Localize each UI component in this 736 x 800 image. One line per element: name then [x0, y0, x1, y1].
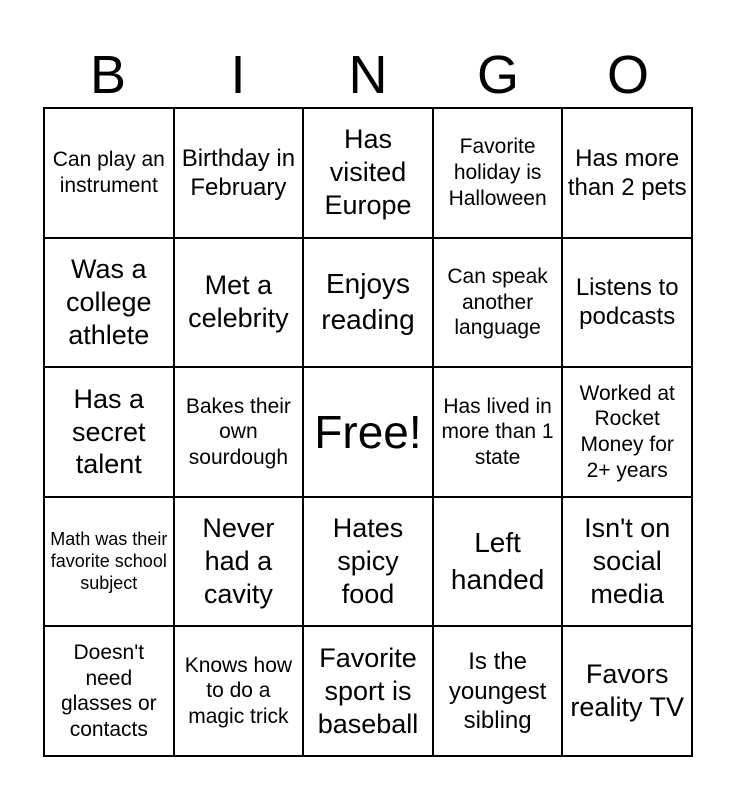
cell-text: Has visited Europe	[324, 124, 412, 221]
bingo-cell[interactable]	[174, 367, 304, 497]
bingo-header	[43, 42, 693, 108]
bingo-cell[interactable]	[433, 367, 563, 497]
bingo-cell[interactable]	[174, 108, 304, 238]
header-letter-g: G	[476, 45, 519, 105]
bingo-board	[43, 107, 693, 757]
bingo-cell[interactable]	[303, 238, 433, 368]
bingo-cell[interactable]	[174, 626, 304, 756]
cell-text: Never had a cavity	[202, 513, 275, 610]
cell-text: Left handed	[450, 527, 545, 595]
bingo-cell[interactable]	[562, 626, 692, 756]
cell-text: Math was their favorite school subject	[50, 528, 168, 593]
cell-text: Doesn't need glasses or contacts	[60, 640, 157, 741]
bingo-cell[interactable]	[44, 238, 174, 368]
cell-text: Hates spicy food	[332, 513, 404, 610]
header-letter-n: N	[348, 45, 388, 105]
bingo-cell[interactable]	[303, 497, 433, 627]
cell-text: Bakes their own sourdough	[185, 394, 291, 469]
bingo-cell[interactable]	[44, 626, 174, 756]
cell-text: Is the youngest sibling	[448, 648, 547, 734]
bingo-cell[interactable]	[562, 238, 692, 368]
bingo-cell[interactable]	[433, 497, 563, 627]
cell-text: Can play an instrument	[52, 148, 165, 197]
bingo-cell[interactable]	[44, 108, 174, 238]
cell-text: Favorite holiday is Halloween	[448, 135, 547, 210]
cell-text: Favors reality TV	[570, 659, 684, 723]
cell-text: Has more than 2 pets	[567, 144, 687, 201]
bingo-cell[interactable]	[433, 238, 563, 368]
bingo-cell[interactable]	[44, 497, 174, 627]
cell-text: Enjoys reading	[321, 268, 415, 336]
bingo-cell[interactable]	[562, 367, 692, 497]
cell-text: Has lived in more than 1 state	[441, 394, 554, 469]
cell-text: Birthday in February	[181, 144, 296, 201]
bingo-cell[interactable]	[303, 108, 433, 238]
cell-text: Favorite sport is baseball	[317, 642, 419, 739]
cell-text: Has a secret talent	[72, 383, 146, 480]
cell-text: Isn't on social media	[584, 513, 671, 610]
bingo-cell[interactable]	[303, 626, 433, 756]
cell-text: Listens to podcasts	[575, 274, 679, 331]
cell-text: Met a celebrity	[188, 270, 289, 334]
bingo-cell[interactable]	[433, 626, 563, 756]
bingo-cell[interactable]	[562, 497, 692, 627]
header-letter-b: B	[89, 45, 127, 105]
header-letter-i: I	[230, 45, 246, 105]
cell-text: Worked at Rocket Money for 2+ years	[579, 381, 675, 482]
free-space-text: Free!	[314, 405, 422, 458]
free-space-cell[interactable]	[303, 367, 433, 497]
bingo-cell[interactable]	[174, 497, 304, 627]
bingo-cell[interactable]	[44, 367, 174, 497]
bingo-cell[interactable]	[562, 108, 692, 238]
cell-text: Was a college athlete	[66, 253, 152, 350]
header-letter-o: O	[606, 45, 649, 105]
bingo-cell[interactable]	[433, 108, 563, 238]
bingo-cell[interactable]	[174, 238, 304, 368]
cell-text: Can speak another language	[447, 264, 548, 340]
cell-text: Knows how to do a magic trick	[184, 653, 293, 728]
